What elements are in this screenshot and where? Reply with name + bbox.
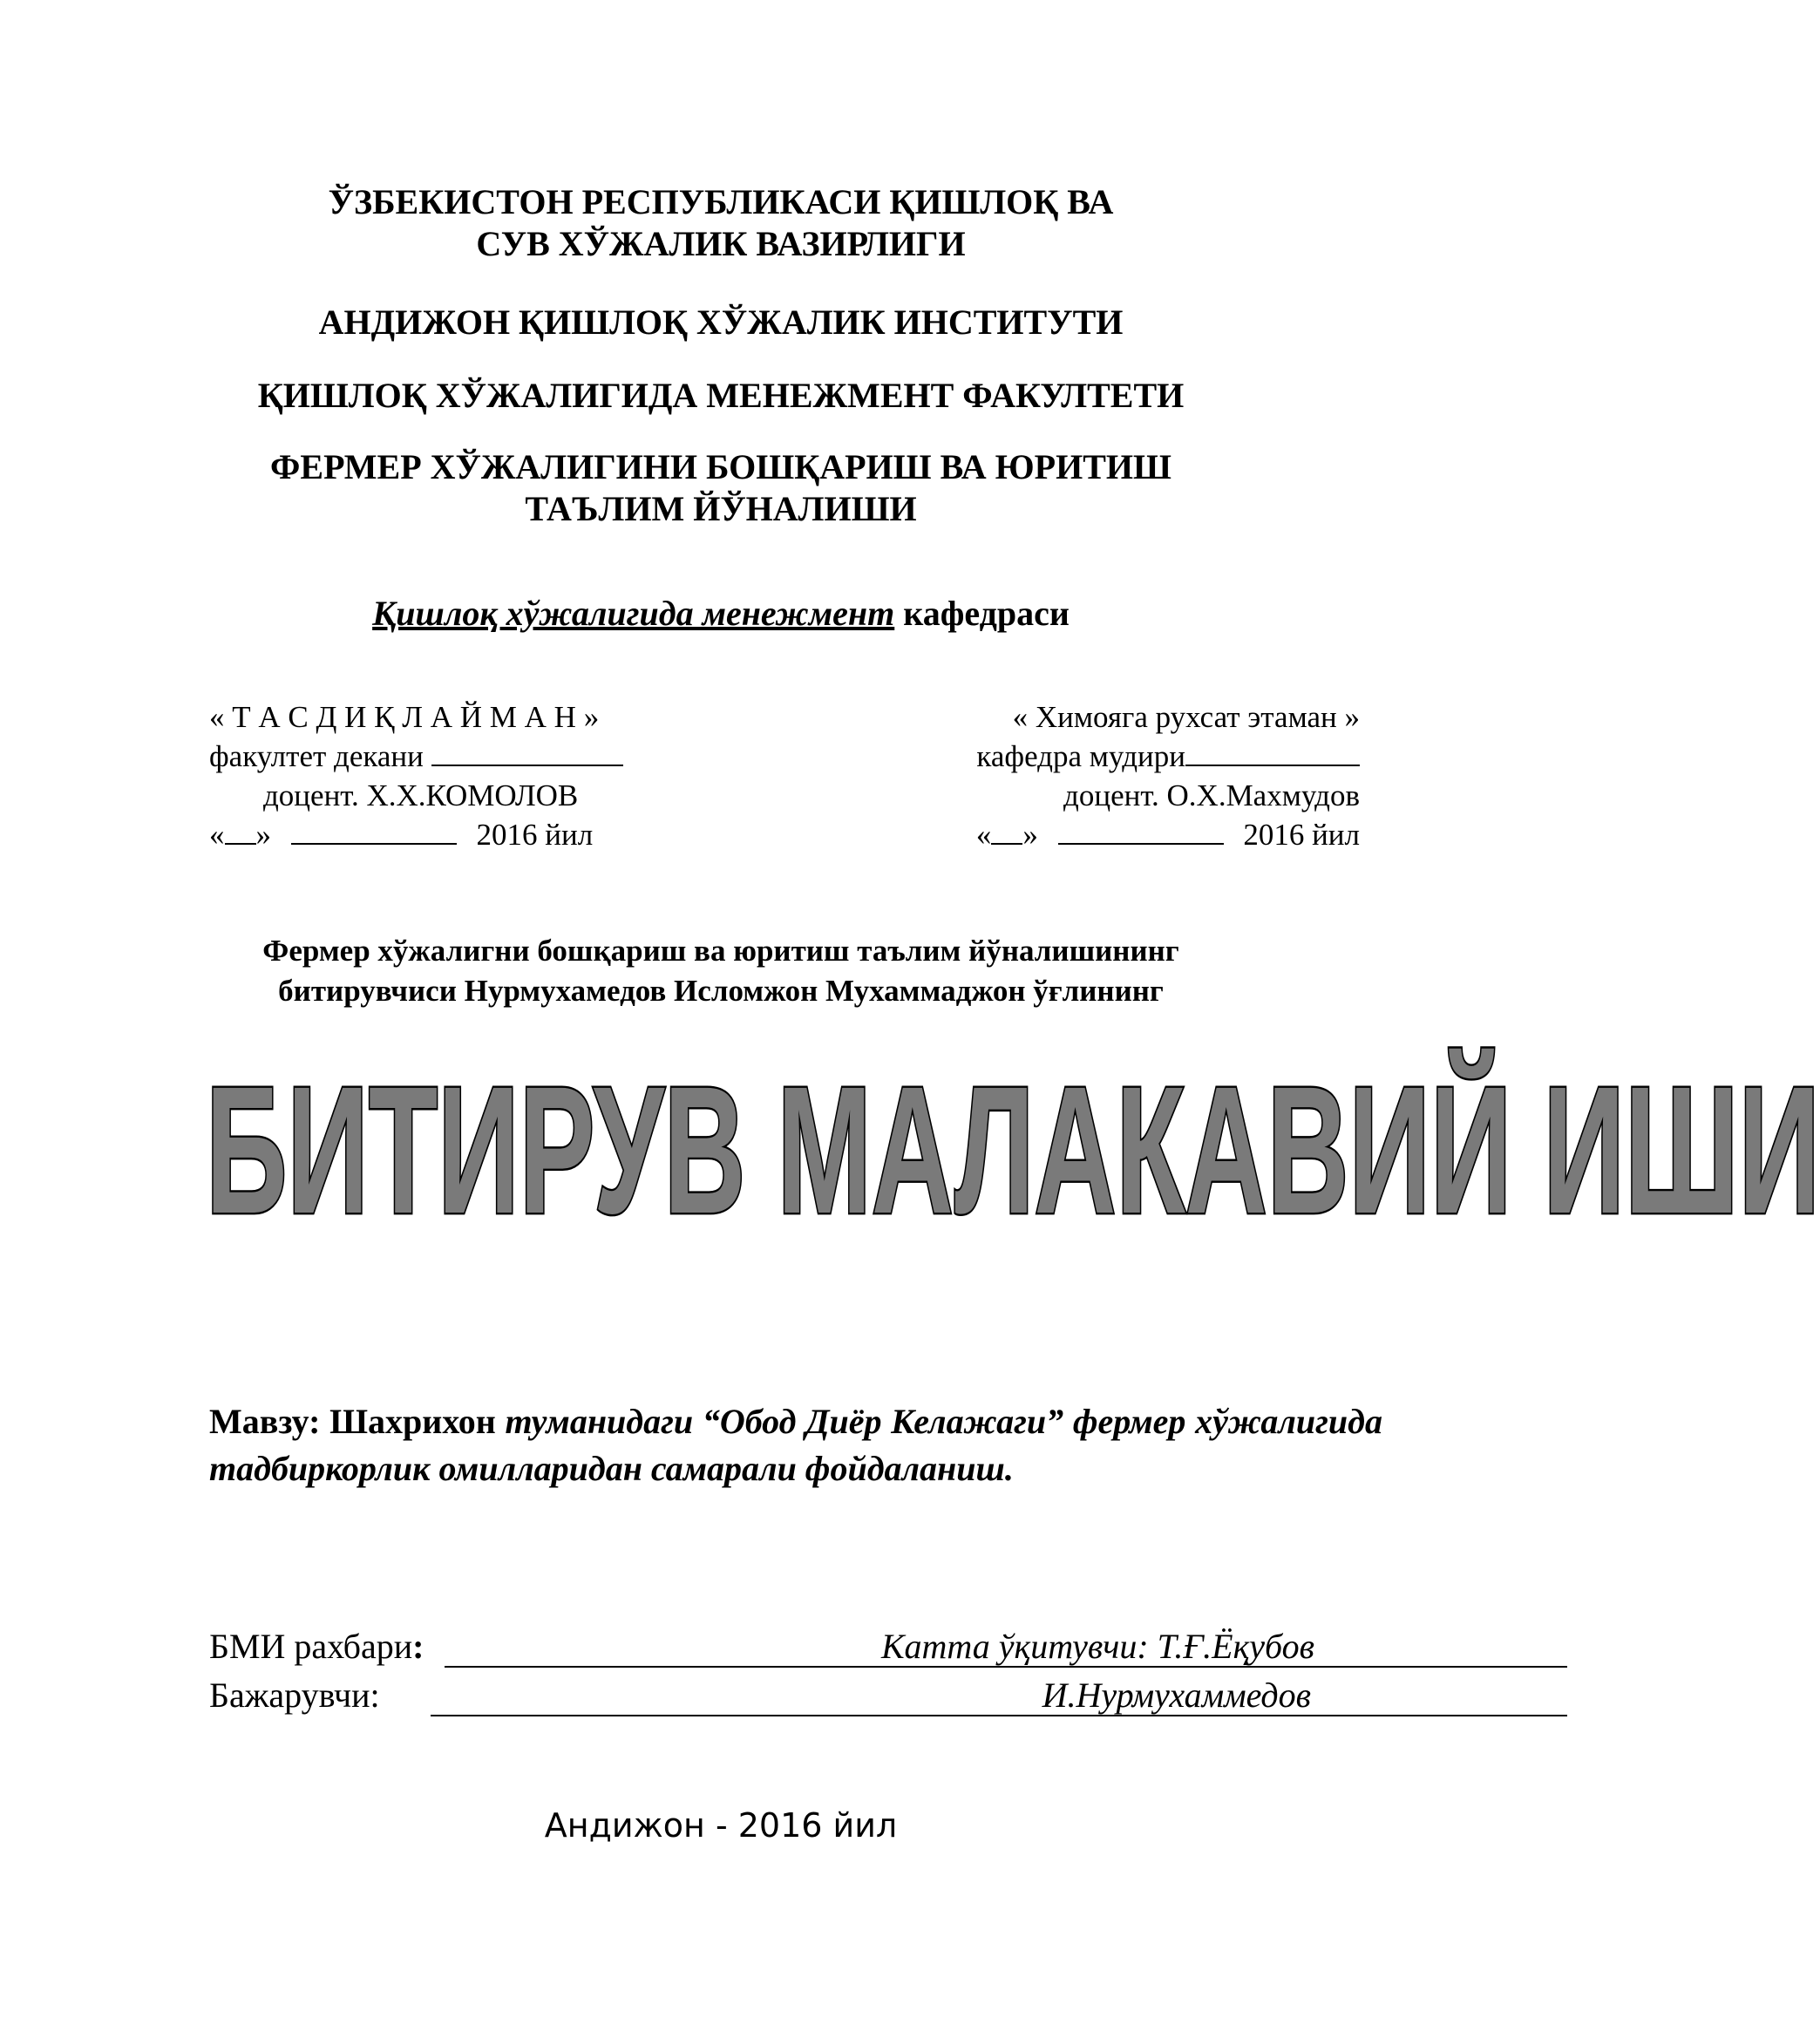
approval-left: [209, 697, 697, 854]
approval-right-year: 2016 йил: [1243, 818, 1360, 852]
day-blank: [225, 817, 256, 845]
day-blank: [991, 817, 1022, 845]
supervisor-label: БМИ рахбари: [209, 1627, 413, 1666]
executor-line: [431, 1714, 1567, 1716]
approval-left-year: 2016 йил: [476, 818, 594, 852]
approval-left-role-row: [209, 737, 697, 776]
date-close: »: [255, 818, 271, 852]
approval-left-name: доцент. Х.Х.КОМОЛОВ: [263, 778, 579, 812]
student-line-2: битирувчиси Нурмухамедов Исломжон Мухаммаджон ўғлининг: [278, 974, 1164, 1008]
ministry-title: [0, 181, 1442, 265]
signature-blank: [1185, 738, 1360, 766]
department-suffix: кафедраси: [903, 594, 1070, 633]
approval-left-title: « Т А С Д И Қ Л А Й М А Н »: [209, 700, 600, 734]
topic: [209, 1398, 1382, 1492]
approval-left-date-row: [209, 815, 697, 854]
executor-row: [209, 1674, 1360, 1717]
institute-title: АНДИЖОН ҚИШЛОҚ ХЎЖАЛИК ИНСТИТУТИ: [318, 302, 1124, 342]
faculty-title: ҚИШЛОҚ ХЎЖАЛИГИДА МЕНЕЖМЕНТ ФАКУЛТЕТИ: [257, 376, 1185, 415]
supervisor-name: Катта ўқитувчи: Т.Ғ.Ёқубов: [880, 1627, 1314, 1666]
topic-place: Шахрихон: [329, 1402, 496, 1441]
direction-line-2: ТАЪЛИМ ЙЎНАЛИШИ: [525, 489, 917, 528]
direction-title: [0, 446, 1442, 530]
topic-label: Мавзу:: [209, 1402, 321, 1441]
approval-right-name: доцент. О.Х.Махмудов: [1063, 778, 1360, 812]
department-line: [0, 593, 1442, 634]
student-info: [0, 931, 1442, 1011]
executor-label: Бажарувчи:: [209, 1675, 380, 1715]
ministry-line-1: ЎЗБЕКИСТОН РЕСПУБЛИКАСИ ҚИШЛОҚ ВА: [328, 182, 1114, 221]
work-title: БИТИРУВ МАЛАКАВИЙ ИШИ: [206, 1048, 1820, 1252]
topic-text: туманидаги “Обод Диёр Келажаги” фермер хўжалигида тадбиркорлик омилларидан самарали фойдаланиш.: [209, 1402, 1383, 1488]
ministry-line-2: СУВ ХЎЖАЛИК ВАЗИРЛИГИ: [476, 224, 966, 263]
date-close: »: [1022, 818, 1038, 852]
city-year: Андижон - 2016 йил: [544, 1806, 898, 1845]
approval-right-role: кафедра мудири: [976, 739, 1185, 773]
month-blank: [291, 817, 457, 845]
approval-right-title: « Химояга рухсат этаман »: [1012, 700, 1360, 734]
supervisor-row: [209, 1625, 1360, 1669]
approval-left-role: факултет декани: [209, 739, 424, 773]
approval-right: [907, 697, 1360, 854]
signature-blank: [431, 738, 623, 766]
supervisor-colon: :: [412, 1627, 424, 1666]
student-line-1: Фермер хўжалигни бошқариш ва юритиш таълим йўналишининг: [262, 934, 1179, 968]
approval-right-date-row: [907, 815, 1360, 854]
date-open: «: [209, 818, 225, 852]
date-open: «: [975, 818, 992, 852]
department-name: Қишлоқ хўжалигида менежмент: [372, 594, 895, 633]
approval-right-role-row: [907, 737, 1360, 776]
direction-line-1: ФЕРМЕР ХЎЖАЛИГИНИ БОШҚАРИШ ВА ЮРИТИШ: [270, 447, 1171, 486]
month-blank: [1058, 817, 1224, 845]
executor-name: И.Нурмухаммедов: [1042, 1675, 1311, 1715]
